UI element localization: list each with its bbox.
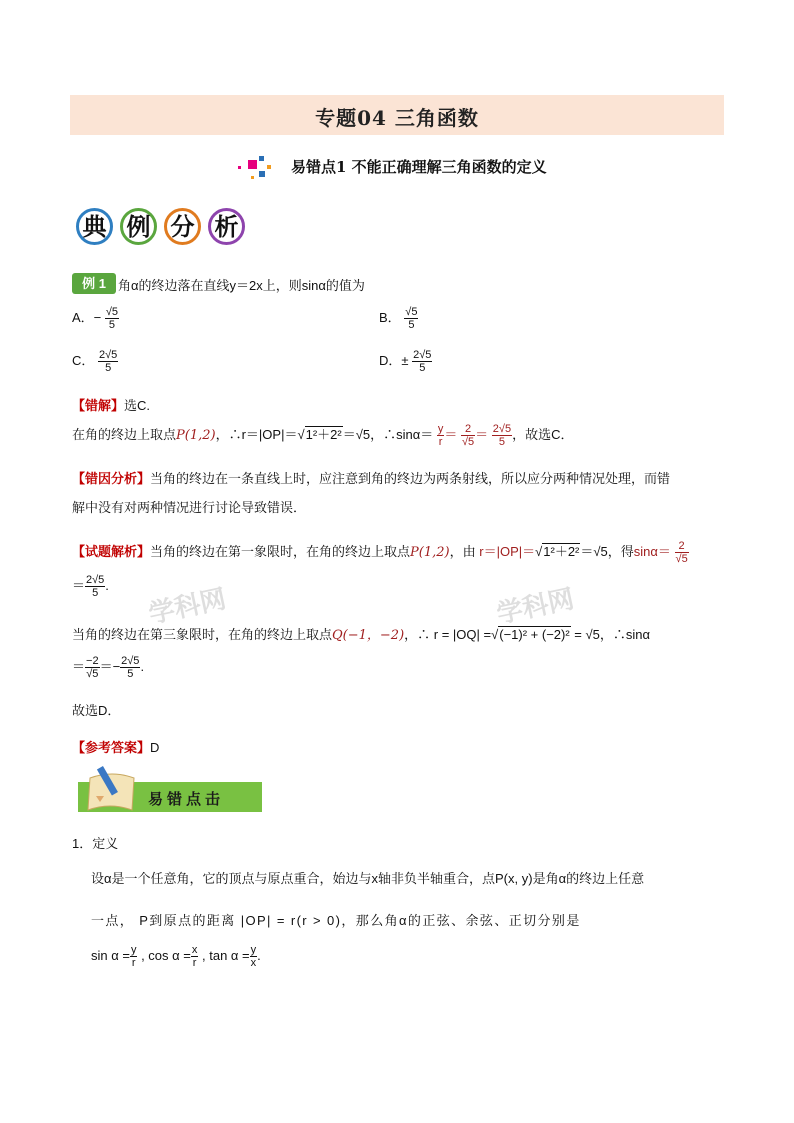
typical-char-2: 例 (120, 208, 157, 245)
option-c: C． $\frac{2√5}{5}$ (72, 349, 118, 374)
watermark-1: 学科网 (146, 584, 229, 630)
tips-banner-text: 易错点击 (148, 790, 225, 808)
typical-char-4: 析 (208, 208, 245, 245)
typical-char-3: 分 (164, 208, 201, 245)
section-subtitle: 易错点1 不能正确理解三角函数的定义 (291, 158, 547, 176)
error-analysis-line2: 解中没有对两种情况进行讨论导致错误． (72, 500, 307, 515)
reference-answer: 【参考答案】D (72, 740, 160, 755)
scroll-pencil-icon (82, 766, 142, 816)
option-a: A．− $\frac{√5}{5}$ (72, 306, 119, 331)
definition-formulas: sin α = $\frac{y}{r}$ , cos α = $\frac{x}{r}$ , tan α = $\frac{y}{x}$ . (91, 944, 261, 969)
typical-char-1: 典 (76, 208, 113, 245)
example-question: 角α的终边落在直线y＝2x上，则sinα的值为 (118, 278, 365, 293)
typical-example-heading (76, 208, 256, 250)
definition-paragraph-1: 设α是一个任意角，它的顶点与原点重合，始边与x轴非负半轴重合，点P(x, y)是角α的终边上任意 (91, 871, 645, 886)
solution-line4: ＝ $\frac{-2}{√5}$ ＝− $\frac{2√5}{5}$ . (72, 655, 145, 680)
example-badge: 例 1 (72, 273, 116, 294)
definition-paragraph-2: 一点， P到原点的距离 |OP| = r(r > 0)，那么角α的正弦、余弦、正切分别是 (91, 913, 581, 928)
section-dots-icon (234, 152, 284, 186)
watermark-2: 学科网 (494, 584, 577, 630)
solution-line3: 当角的终边在第三象限时，在角的终边上取点Q(−1，−2)，∴ r = |OQ| =√(−1)² + (−2)² = √5，∴sinα (72, 627, 651, 643)
solution-line2: ＝ $\frac{2√5}{5}$ . (72, 574, 109, 599)
wrong-solution-label-line: 【错解】选C. (72, 398, 151, 413)
option-b: B． $\frac{√5}{5}$ (379, 306, 418, 331)
title-bar (70, 95, 724, 135)
definition-heading: 1．定义 (72, 836, 119, 851)
solution-line5: 故选D． (72, 703, 121, 718)
page-title: 专题04 三角函数 (315, 106, 479, 130)
solution-line1: 【试题解析】当角的终边在第一象限时，在角的终边上取点P(1,2)，由 r＝|OP|＝√1²＋2²＝√5，得sinα＝ $\frac{2}{√5}$ (72, 540, 688, 565)
wrong-solution-line: 在角的终边上取点P(1,2)，∴r＝|OP|＝√1²＋2²＝√5，∴sinα＝ $\frac{y}{r}$ ＝ $\frac{2}{√5}$ ＝ $\frac{2√5}{5}$ ，故选C． (72, 423, 574, 448)
error-analysis-line1: 【错因分析】当角的终边在一条直线上时，应注意到角的终边为两条射线，所以应分两种情况处理，而错 (72, 471, 671, 486)
option-d: D．± $\frac{2√5}{5}$ (379, 349, 432, 374)
